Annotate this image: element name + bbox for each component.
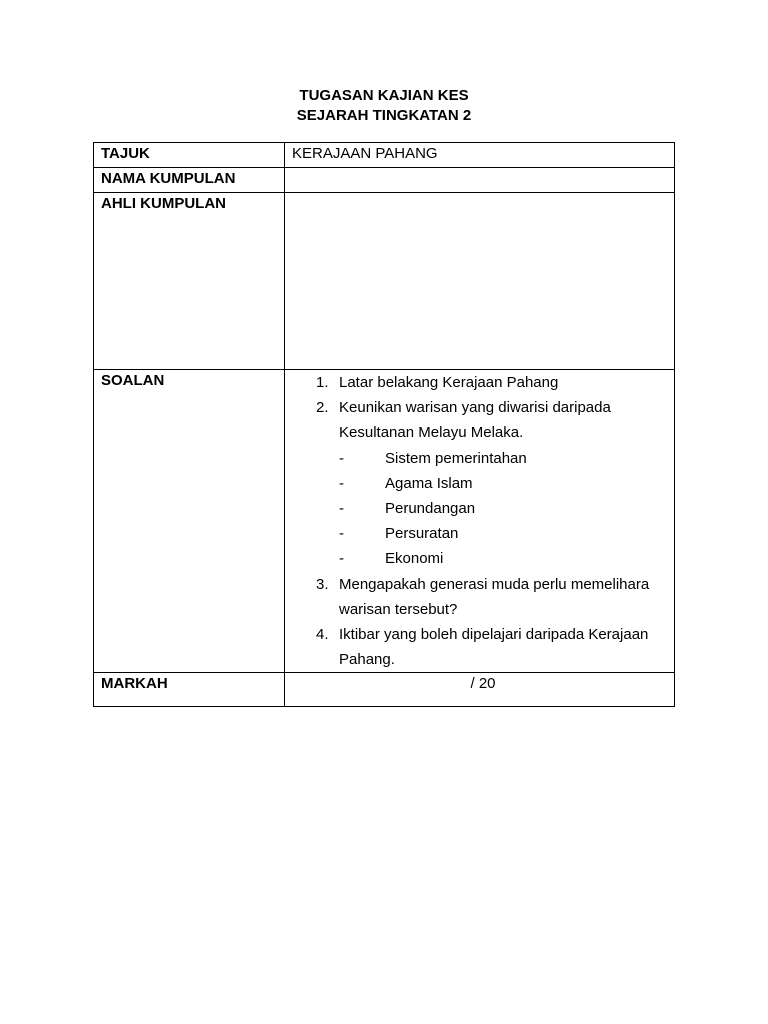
nama-kumpulan-value-cell [285,168,675,193]
sub-item [339,521,656,546]
markah-value-cell [285,673,675,707]
sub-item-dash: - [339,449,344,467]
ahli-kumpulan-value-cell [285,193,675,370]
table-row-ahli-kumpulan [94,193,675,370]
sub-item-text: Ekonomi [385,550,444,568]
sub-item-dash: - [339,550,344,568]
question-number: 4. [316,625,329,643]
question-text: Latar belakang Kerajaan Pahang [339,374,559,391]
table-row-tajuk [94,143,675,168]
tajuk-value-cell [285,143,675,168]
nama-kumpulan-label: NAMA KUMPULAN [101,170,236,187]
sub-item-text: Perundangan [385,499,476,517]
question-item [316,370,656,395]
sub-item [339,471,656,496]
soalan-label: SOALAN [101,372,165,389]
assignment-table [93,142,675,707]
table-row-nama-kumpulan [94,168,675,193]
sub-item-text: Agama Islam [385,474,473,492]
sub-item [339,546,656,571]
sub-item [339,496,656,521]
question-item [316,572,656,622]
question-list [316,370,656,672]
markah-score: / 20 [470,675,496,693]
question-number: 1. [316,374,329,391]
tajuk-label: TAJUK [101,145,150,162]
document-heading [0,86,768,126]
heading-subtitle: SEJARAH TINGKATAN 2 [296,107,472,124]
sub-item-dash: - [339,499,344,517]
sub-item [339,446,656,471]
markah-label-cell [94,673,285,707]
markah-label: MARKAH [101,675,168,693]
sub-item-text: Sistem pemerintahan [385,449,527,467]
tajuk-value: KERAJAAN PAHANG [292,145,438,162]
question-text: Iktibar yang boleh dipelajari daripada Kerajaan Pahang. [339,625,649,669]
heading-title: TUGASAN KAJIAN KES [299,87,469,104]
question-item [316,622,656,672]
question-text: Keunikan warisan yang diwarisi daripada Kesultanan Melayu Melaka. [339,399,611,442]
ahli-kumpulan-label-cell [94,193,285,370]
tajuk-label-cell [94,143,285,168]
question-number: 3. [316,575,329,593]
soalan-label-cell [94,370,285,673]
table-row-markah [94,673,675,707]
soalan-value-cell [285,370,675,673]
question-text: Mengapakah generasi muda perlu memelihara warisan tersebut? [339,575,650,618]
question-item [316,395,656,571]
sub-item-list [339,446,656,572]
nama-kumpulan-label-cell [94,168,285,193]
table-row-soalan [94,370,675,673]
ahli-kumpulan-label: AHLI KUMPULAN [101,195,226,212]
sub-item-dash: - [339,474,344,492]
sub-item-text: Persuratan [385,525,459,543]
question-number: 2. [316,399,329,417]
sub-item-dash: - [339,525,344,543]
